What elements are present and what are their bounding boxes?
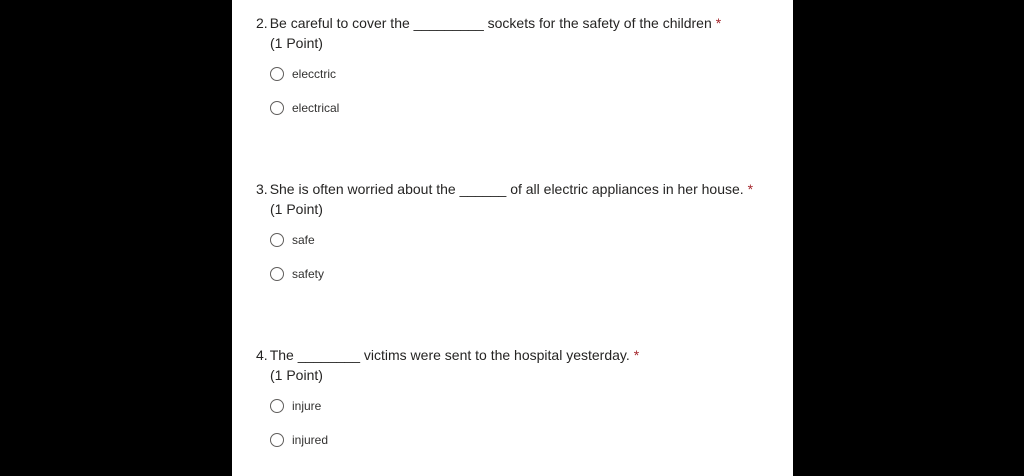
options-group: [270, 231, 786, 283]
question-number: 3.: [256, 181, 268, 197]
radio-button[interactable]: [270, 101, 284, 115]
option-injure[interactable]: [270, 397, 786, 415]
option-safety[interactable]: [270, 265, 786, 283]
question-3: [256, 180, 786, 299]
required-asterisk: *: [715, 15, 722, 31]
question-title: [256, 346, 786, 364]
option-label: safety: [292, 267, 325, 281]
radio-button[interactable]: [270, 67, 284, 81]
radio-button[interactable]: [270, 233, 284, 247]
option-label: injured: [292, 433, 329, 447]
required-asterisk: *: [633, 347, 640, 363]
option-label: electrical: [292, 101, 340, 115]
form-page: [232, 0, 793, 476]
question-number: 2.: [256, 15, 268, 31]
options-group: [270, 397, 786, 449]
required-asterisk: *: [747, 181, 754, 197]
question-title: [256, 180, 786, 198]
question-text: The ________ victims were sent to the hospital yesterday.: [269, 347, 630, 363]
question-4: [256, 346, 786, 465]
radio-button[interactable]: [270, 399, 284, 413]
option-injured[interactable]: [270, 431, 786, 449]
options-group: [270, 65, 786, 117]
question-number: 4.: [256, 347, 268, 363]
radio-button[interactable]: [270, 433, 284, 447]
question-text: Be careful to cover the _________ sockets for the safety of the children: [269, 15, 712, 31]
question-points: (1 Point): [270, 367, 323, 383]
question-points: (1 Point): [270, 35, 323, 51]
option-elecctric[interactable]: [270, 65, 786, 83]
question-2: [256, 14, 786, 133]
option-electrical[interactable]: [270, 99, 786, 117]
option-label: elecctric: [292, 67, 337, 81]
question-title: [256, 14, 786, 32]
question-points: (1 Point): [270, 201, 323, 217]
question-text: She is often worried about the ______ of all electric appliances in her house.: [269, 181, 744, 197]
option-label: safe: [292, 233, 315, 247]
radio-button[interactable]: [270, 267, 284, 281]
option-safe[interactable]: [270, 231, 786, 249]
option-label: injure: [292, 399, 322, 413]
